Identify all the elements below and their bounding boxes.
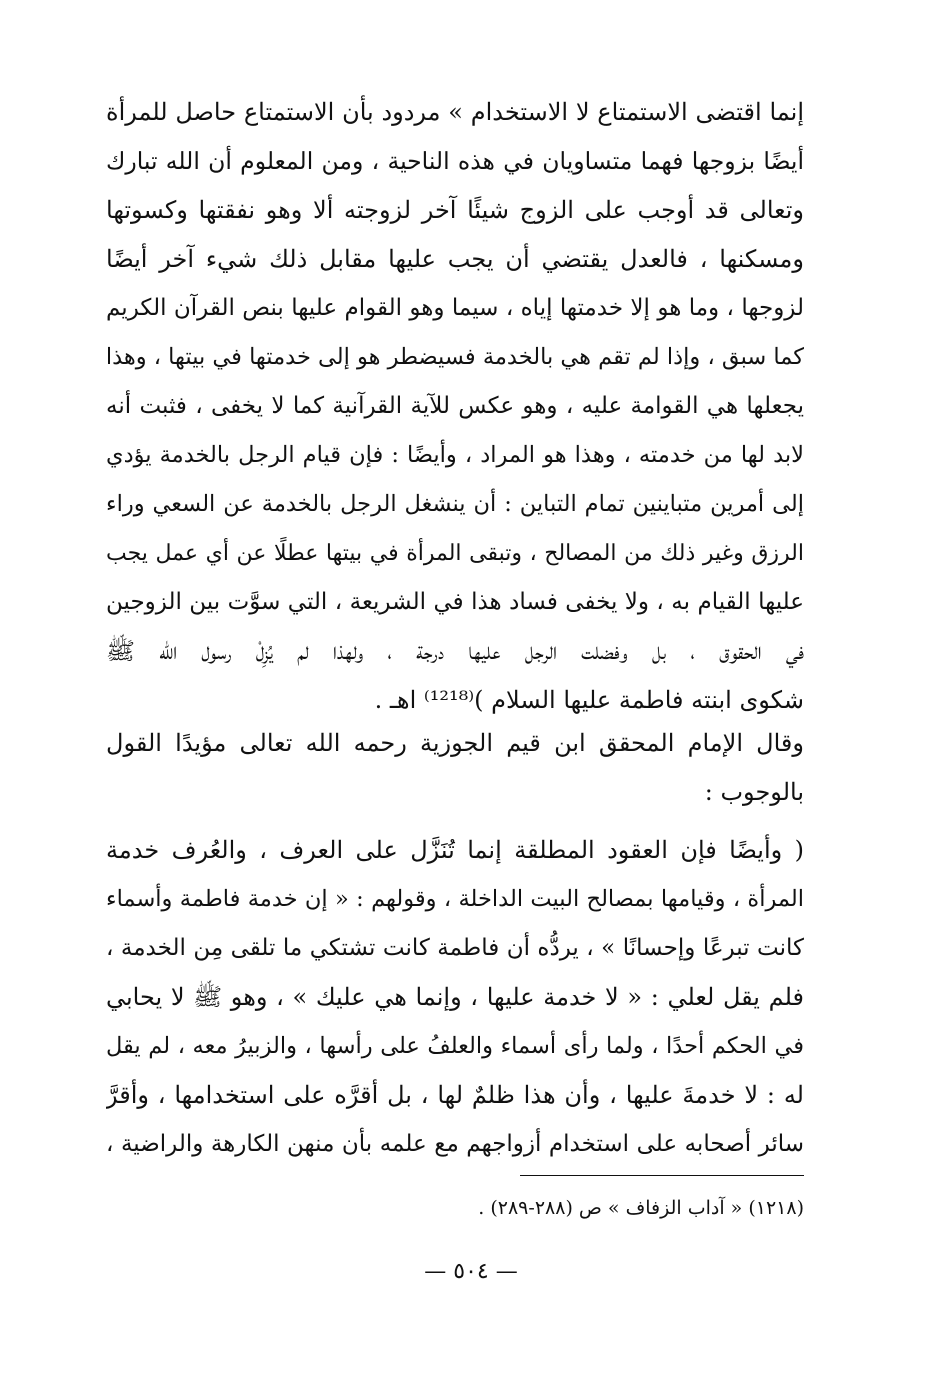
paragraph-1 — [106, 88, 804, 725]
text-line: عليها القيام به ، ولا يخفى فساد هذا في الشريعة ، التي سوَّت بين الزوجين — [106, 589, 804, 615]
text-line: وقال الإمام المحقق ابن قيم الجوزية رحمه الله تعالى مؤيدًا القول — [106, 729, 804, 757]
text-line: كانت تبرعًا وإحسانًا » ، يردُّه أن فاطمة كانت تشتكي ما تلقى مِن الخدمة ، — [106, 935, 804, 961]
text-line: سائر أصحابه على استخدام أزواجهم مع علمه بأن منهن الكارهة والراضية ، — [106, 1131, 804, 1157]
text-line: له : لا خدمةَ عليها ، وأن هذا ظلمٌ لها ، بل أقرَّه على استخدامها ، وأقرَّ — [106, 1081, 804, 1109]
text-line: إلى أمرين متباينين تمام التباين : أن ينشغل الرجل بالخدمة عن السعي وراء — [106, 491, 804, 517]
text-line: أيضًا بزوجها فهما متساويان في هذه الناحية ، ومن المعلوم أن الله تبارك — [106, 147, 804, 175]
text-line: ( وأيضًا فإن العقود المطلقة إنما تُنَزَّل على العرف ، والعُرف خدمة — [106, 836, 804, 864]
footnote: (١٢١٨) « آداب الزفاف » ص (٢٨٨-٢٨٩) . — [478, 1197, 804, 1219]
text-line: كما سبق ، وإذا لم تقم هي بالخدمة فسيضطر هو إلى خدمتها في بيتها ، وهذا — [106, 344, 804, 370]
text-line: ومسكنها ، فالعدل يقتضي أن يجب عليها مقابل ذلك شيء آخر أيضًا — [106, 245, 804, 273]
text-line: بالوجوب : — [704, 778, 804, 806]
paragraph-2 — [106, 719, 804, 817]
footnote-divider — [520, 1175, 804, 1176]
paragraph-3 — [106, 826, 804, 1169]
text-line: وتعالى قد أوجب على الزوج شيئًا آخر لزوجته ألا وهو نفقتها وكسوتها — [106, 196, 804, 224]
text-line: لابد لها من خدمته ، وهذا هو المراد ، وأيضًا : فإن قيام الرجل بالخدمة يؤدي — [106, 442, 804, 468]
text-line: في الحقوق ، بل وفضلت الرجل عليها درجة ، ولهذا لم يُزِلْ رسول الله ﷺ — [106, 637, 804, 665]
page-number: — ٥٠٤ — — [424, 1259, 518, 1284]
text-line: إنما اقتضى الاستمتاع لا الاستخدام » مردود بأن الاستمتاع حاصل للمرأة — [106, 98, 804, 126]
text-line: يجعلها هي القوامة عليه ، وهو عكس للآية القرآنية كما لا يخفى ، فثبت أنه — [106, 393, 804, 419]
text-line: الرزق وغير ذلك من المصالح ، وتبقى المرأة في بيتها عطلًا عن أي عمل يجب — [106, 541, 804, 566]
text-line: المرأة ، وقيامها بمصالح البيت الداخلة ، وقولهم : « إن خدمة فاطمة وأسماء — [106, 886, 804, 912]
text-line: لزوجها ، وما هو إلا خدمتها إياه ، سيما وهو القوام عليها بنص القرآن الكريم — [106, 295, 804, 321]
text-line: في الحكم أحدًا ، ولما رأى أسماء والعلفُ على رأسها ، والزبيرُ معه ، لم يقل — [106, 1033, 804, 1059]
text-line: فلم يقل لعلي : « لا خدمة عليها ، وإنما هي عليك » ، وهو ﷺ لا يحابي — [106, 983, 804, 1011]
text-line: شكوى ابنته فاطمة عليها السلام )⁽¹²¹⁸⁾ اهـ . — [374, 686, 804, 714]
